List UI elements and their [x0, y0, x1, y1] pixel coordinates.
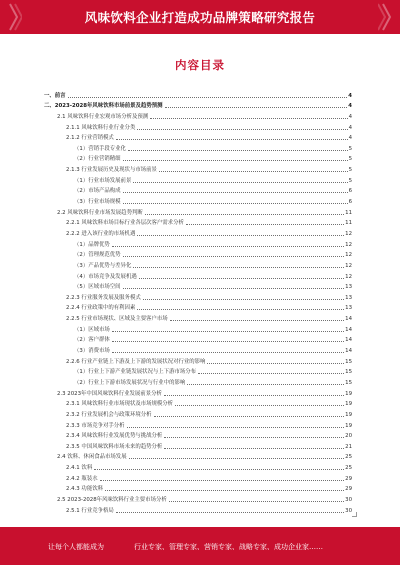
toc-entry-title: （5）区域市场空间	[74, 284, 121, 291]
table-of-contents	[44, 89, 352, 515]
toc-entry[interactable]	[44, 281, 352, 292]
toc-entry-page: 29	[345, 475, 352, 482]
toc-entry[interactable]	[44, 430, 352, 441]
toc-entry[interactable]	[44, 206, 352, 217]
toc-entry-page: 14	[345, 348, 352, 355]
toc-entry[interactable]	[44, 493, 352, 504]
toc-entry-page: 19	[345, 401, 352, 408]
toc-entry-page: 15	[345, 369, 352, 376]
dot-leader	[137, 309, 344, 310]
toc-entry[interactable]	[44, 270, 352, 281]
toc-entry-page: 4	[348, 124, 352, 131]
dot-leader	[159, 171, 348, 172]
dot-leader	[116, 139, 348, 140]
toc-entry-page: 11	[345, 220, 352, 227]
toc-entry[interactable]	[44, 89, 352, 100]
toc-entry[interactable]	[44, 227, 352, 238]
toc-entry-title: 2.5 2023-2028年风味饮料行业主要市场分析	[57, 496, 167, 503]
toc-entry-page: 14	[345, 326, 352, 333]
toc-entry[interactable]	[44, 419, 352, 430]
toc-entry[interactable]	[44, 291, 352, 302]
toc-entry-title: （1）营销手段专业化	[74, 145, 126, 152]
toc-entry-title: （2）行业营销精细	[74, 156, 121, 163]
toc-entry-title: （4）市场竞争及发展机遇	[74, 273, 137, 280]
toc-entry-page: 12	[345, 230, 352, 237]
toc-entry[interactable]	[44, 174, 352, 185]
toc-entry-page: 30	[345, 507, 352, 514]
dot-leader	[112, 341, 344, 342]
toc-entry[interactable]	[44, 472, 352, 483]
toc-entry-title: （2）客户群体	[74, 337, 110, 344]
dot-leader	[123, 160, 348, 161]
dot-leader	[143, 299, 344, 300]
toc-entry-page: 14	[345, 337, 352, 344]
toc-entry[interactable]	[44, 132, 352, 143]
toc-entry[interactable]	[44, 355, 352, 366]
toc-entry-page: 4	[348, 103, 352, 110]
dot-leader	[127, 427, 345, 428]
toc-entry[interactable]	[44, 440, 352, 451]
toc-entry[interactable]	[44, 387, 352, 398]
toc-entry-page: 19	[345, 390, 352, 397]
report-header-banner	[0, 0, 400, 34]
toc-entry-page: 21	[345, 443, 352, 450]
toc-entry-title: 2.4.3 功能饮料	[66, 486, 103, 493]
footer-slogan: 让每个人都能成为	[48, 543, 104, 551]
dot-leader	[137, 129, 347, 130]
dot-leader	[105, 490, 344, 491]
dot-leader	[123, 192, 348, 193]
toc-entry[interactable]	[44, 398, 352, 409]
toc-entry-page: 14	[345, 316, 352, 323]
toc-entry[interactable]	[44, 195, 352, 206]
dot-leader	[123, 203, 348, 204]
toc-entry-page: 5	[348, 156, 352, 163]
toc-entry-page: 13	[345, 284, 352, 291]
footer-banner	[0, 527, 400, 565]
toc-entry[interactable]	[44, 142, 352, 153]
toc-entry-page: 4	[348, 135, 352, 142]
toc-entry[interactable]	[44, 366, 352, 377]
toc-entry[interactable]	[44, 408, 352, 419]
dot-leader	[94, 469, 344, 470]
dot-leader	[145, 214, 344, 215]
dot-leader	[170, 320, 344, 321]
toc-entry-title: （3）行业市场规模	[74, 199, 121, 206]
toc-entry-title: 2.1.1 风味饮料行业行业分类	[66, 124, 136, 131]
toc-entry-page: 20	[345, 433, 352, 440]
dot-leader	[116, 512, 344, 513]
dot-leader	[164, 448, 344, 449]
toc-entry-title: 2.3 2023年中国风味饮料行业发展前景分析	[57, 390, 162, 397]
toc-entry[interactable]	[44, 110, 352, 121]
toc-entry-title: 2.3.5 中国风味饮料市场未来的趋势分析	[66, 443, 163, 450]
toc-entry-page: 12	[345, 262, 352, 269]
toc-entry-title: 2.2.6 行业产业链上下游及上下游的发展状况对行业的影响	[66, 358, 206, 365]
dot-leader	[112, 246, 344, 247]
dot-leader	[175, 405, 344, 406]
toc-entry[interactable]	[44, 376, 352, 387]
toc-entry-page: 19	[345, 422, 352, 429]
toc-entry-title: 2.3.1 风味饮料行业市场现状及市场规模分析	[66, 401, 174, 408]
toc-entry[interactable]	[44, 121, 352, 132]
dot-leader	[169, 501, 344, 502]
toc-entry-title: 2.3.2 行业发展机会与政策环境分析	[66, 411, 152, 418]
toc-entry[interactable]	[44, 461, 352, 472]
toc-entry-page: 12	[345, 252, 352, 259]
toc-entry-title: 2.2.4 行业政策中的有利因素	[66, 305, 136, 312]
toc-entry-title: 2.4 饮料、休闲食品市场发展	[57, 454, 127, 461]
toc-entry-title: 2.2.1 风味饮料市场目标行业各层次客户需求分析	[66, 220, 184, 227]
toc-entry-title: （3）消费市场	[74, 348, 110, 355]
toc-entry[interactable]	[44, 238, 352, 249]
dot-leader	[187, 384, 344, 385]
toc-entry-page: 12	[345, 241, 352, 248]
toc-entry[interactable]	[44, 323, 352, 334]
toc-entry-title: （2）管理规范优势	[74, 252, 121, 259]
toc-entry[interactable]	[44, 153, 352, 164]
dot-leader	[133, 267, 344, 268]
toc-entry-title: 2.1.2 行业营销模式	[66, 135, 114, 142]
toc-entry[interactable]	[44, 451, 352, 462]
toc-entry[interactable]	[44, 504, 352, 515]
toc-entry[interactable]	[44, 302, 352, 313]
dot-leader	[133, 182, 347, 183]
toc-entry-title: 2.3.4 风味饮料行业发展优势与挑战分析	[66, 433, 163, 440]
toc-entry[interactable]	[44, 185, 352, 196]
toc-entry-page: 6	[348, 188, 352, 195]
toc-entry-title: 一、前言	[44, 92, 66, 99]
toc-entry[interactable]	[44, 334, 352, 345]
toc-entry-title: （1）品牌优势	[74, 241, 110, 248]
toc-entry-title: （2）行业上下游市场发展状况与行业中的影响	[74, 379, 186, 386]
report-title: 风味饮料企业打造成功品牌策略研究报告	[84, 10, 316, 25]
toc-entry-title: 2.4.2 瓶装水	[66, 475, 98, 482]
toc-entry-page: 15	[345, 379, 352, 386]
toc-entry-title: 2.1 风味饮料行业宏观市场分析及预测	[57, 113, 149, 120]
toc-entry-page: 25	[345, 454, 352, 461]
toc-entry-page: 13	[345, 305, 352, 312]
toc-entry-title: （2）市场产品构成	[74, 188, 121, 195]
footer-tagline: 行业专家、管理专家、营销专家、战略专家、成功企业家……	[134, 543, 323, 551]
corner-mark	[352, 512, 357, 517]
toc-entry-title: 2.2.2 进入该行业的市场机遇	[66, 230, 136, 237]
toc-entry-page: 13	[345, 294, 352, 301]
toc-entry-page: 5	[348, 177, 352, 184]
toc-entry[interactable]	[44, 344, 352, 355]
toc-entry[interactable]	[44, 249, 352, 260]
dot-leader	[100, 480, 345, 481]
toc-entry-title: 二、2023-2028年风味饮料市场前景及趋势预测	[44, 103, 163, 110]
dot-leader	[123, 288, 345, 289]
dot-leader	[198, 373, 344, 374]
toc-entry-title: （3）产品优势与差异化	[74, 262, 132, 269]
dot-leader	[68, 97, 348, 98]
dot-leader	[112, 352, 344, 353]
toc-entry-title: 2.2 风味饮料行业市场发展趋势判断	[57, 209, 143, 216]
toc-heading: 内容目录	[175, 58, 225, 72]
toc-entry-page: 5	[348, 167, 352, 174]
dot-leader	[112, 331, 344, 332]
toc-entry[interactable]	[44, 217, 352, 228]
toc-entry-page: 6	[348, 199, 352, 206]
dot-leader	[128, 150, 348, 151]
dot-leader	[165, 107, 348, 108]
toc-entry-page: 30	[345, 496, 352, 503]
toc-entry-page: 12	[345, 273, 352, 280]
toc-entry-title: 2.2.3 行业服务发展及服务模式	[66, 294, 141, 301]
toc-entry-title: 2.1.3 行业发展历史及现状与市场前景	[66, 167, 157, 174]
dot-leader	[139, 278, 344, 279]
toc-entry-page: 29	[345, 486, 352, 493]
toc-entry-page: 11	[345, 209, 352, 216]
toc-entry-title: 2.4.1 饮料	[66, 465, 93, 472]
toc-entry-title: 2.5.1 行业竞争格局	[66, 507, 114, 514]
toc-entry-page: 19	[345, 411, 352, 418]
toc-entry-title: （1）行业上下游产业链发展状况与上下游市场分布	[74, 369, 197, 376]
toc-entry[interactable]	[44, 259, 352, 270]
toc-entry[interactable]	[44, 100, 352, 111]
dot-leader	[137, 235, 344, 236]
toc-entry-page: 4	[348, 113, 352, 120]
toc-entry-page: 5	[348, 145, 352, 152]
dot-leader	[207, 363, 344, 364]
toc-entry[interactable]	[44, 312, 352, 323]
dot-leader	[150, 118, 347, 119]
dot-leader	[154, 416, 345, 417]
toc-entry[interactable]	[44, 163, 352, 174]
dot-leader	[186, 224, 344, 225]
toc-entry-title: 2.2.5 行业市场现状、区域及主要客户市场	[66, 316, 168, 323]
dot-leader	[164, 395, 344, 396]
dot-leader	[129, 458, 345, 459]
toc-entry[interactable]	[44, 483, 352, 494]
dot-leader	[164, 437, 344, 438]
toc-entry-page: 4	[348, 92, 352, 99]
toc-entry-title: （1）行业市场发展前景	[74, 177, 132, 184]
dot-leader	[123, 256, 345, 257]
toc-entry-title: （1）区域市场	[74, 326, 110, 333]
chevron-decoration-right	[378, 0, 392, 34]
toc-entry-title: 2.3.3 市场竞争对手分析	[66, 422, 125, 429]
toc-entry-page: 15	[345, 358, 352, 365]
toc-entry-page: 25	[345, 465, 352, 472]
